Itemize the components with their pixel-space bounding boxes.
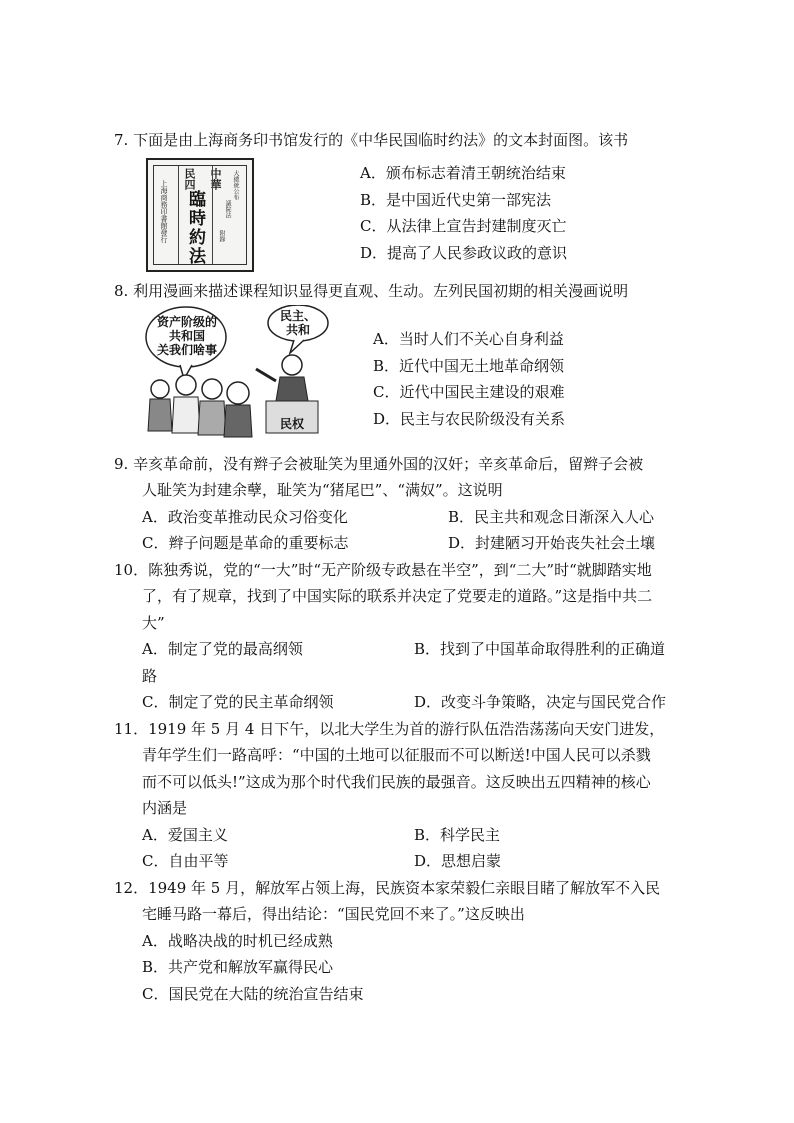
q10-stem-line-1: 10．陈独秀说，党的“一大”时“无产阶级专政悬在半空”，到“二大”时“就脚踏实地 [114,561,652,579]
cover-right-column-a: 大總統公布 [232,170,239,200]
cartoon-right-bubble-line-2: 共和 [285,323,310,337]
q11-option-b: B．科学民主 [414,826,501,844]
q8-option-b: B．近代中国无土地革命纲领 [373,357,565,375]
q12-option-a: A．战略决战的时机已经成熟 [142,932,333,950]
cartoon-left-bubble-line-1: 资产阶级的 [156,315,217,329]
q11-stem-line-1: 11．1919 年 5 月 4 日下午，以北大学生为首的游行队伍浩浩荡荡向天安门进发， [114,720,665,738]
cartoon-image [144,305,334,441]
q11-stem-line-4: 内涵是 [142,799,188,817]
q11-option-d: D．思想启蒙 [414,852,502,870]
q10-option-a: A．制定了党的最高纲领 [142,640,303,658]
q8-option-c: C．近代中国民主建设的艰难 [373,383,565,401]
cartoon-left-bubble-line-3: 关我们啥事 [156,343,217,357]
cover-header-left: 民四 [183,168,196,190]
q8-option-d: D．民主与农民阶级没有关系 [373,410,566,428]
q12-stem-line-1: 12．1949 年 5 月，解放军占领上海，民族资本家荣毅仁亲眼目睹了解放军不入民 [114,879,661,897]
cover-header-right: 中華 [209,168,222,190]
q10-option-b-line-2: 路 [142,667,158,685]
q11-option-a: A．爱国主义 [142,826,228,844]
q9-option-a: A．政治变革推动民众习俗变化 [142,508,348,526]
q11-stem-line-2: 青年学生们一路高呼：“中国的土地可以征服而不可以断送!中国人民可以杀戮 [142,746,651,764]
cartoon-podium-label: 民权 [279,417,304,431]
q8-stem: 8. 利用漫画来描述课程知识显得更直观、生动。左列民国初期的相关漫画说明 [114,282,629,300]
cover-right-column-b: 議院法 [224,200,231,218]
q9-stem-line-2: 人耻笑为封建余孽，耻笑为“猪尾巴”、“满奴”。这说明 [142,481,503,499]
q10-option-c: C．制定了党的民主革命纲领 [142,693,334,711]
cartoon-left-bubble-line-2: 共和国 [168,329,205,343]
q9-option-d: D．封建陋习开始丧失社会土壤 [448,534,656,552]
q10-option-d: D．改变斗争策略，决定与国民党合作 [414,693,667,711]
cover-separator-left [178,166,179,264]
q12-option-b: B．共产党和解放军赢得民心 [142,958,334,976]
cover-title: 臨時約法 [185,190,205,266]
q9-stem-line-1: 9. 辛亥革命前，没有辫子会被耻笑为里通外国的汉奸；辛亥革命后，留辫子会被 [114,455,644,473]
cover-publisher-column: 上海商務印書館發行 [160,180,168,243]
cover-separator-right [212,166,213,264]
cover-right-column-c: 附錄 [218,230,225,242]
q7-option-c: C．从法律上宣告封建制度灭亡 [360,217,567,235]
q10-stem-line-2: 了，有了规章，找到了中国实际的联系并决定了党要走的道路。”这是指中共二 [142,587,653,605]
q10-stem-line-3: 大” [142,614,165,632]
q11-option-c: C．自由平等 [142,852,229,870]
q7-option-b: B．是中国近代史第一部宪法 [360,191,552,209]
book-cover-image [146,158,254,272]
q9-option-b: B．民主共和观念日渐深入人心 [448,508,655,526]
q12-stem-line-2: 宅睡马路一幕后，得出结论：“国民党回不来了。”这反映出 [142,905,525,923]
q8-option-a: A．当时人们不关心自身利益 [373,330,564,348]
q9-option-c: C．辫子问题是革命的重要标志 [142,534,349,552]
cartoon-right-bubble-line-1: 民主、 [279,309,316,323]
q7-option-d: D．提高了人民参政议政的意识 [360,244,568,262]
q11-stem-line-3: 而不可以低头!”这成为那个时代我们民族的最强音。这反映出五四精神的核心 [142,773,651,791]
q12-option-c: C．国民党在大陆的统治宣告结束 [142,985,364,1003]
q10-option-b-line-1: B．找到了中国革命取得胜利的正确道 [414,640,666,658]
q7-stem: 7. 下面是由上海商务印书馆发行的《中华民国临时约法》的文本封面图。该书 [114,131,629,149]
q7-option-a: A．颁布标志着清王朝统治结束 [360,164,566,182]
